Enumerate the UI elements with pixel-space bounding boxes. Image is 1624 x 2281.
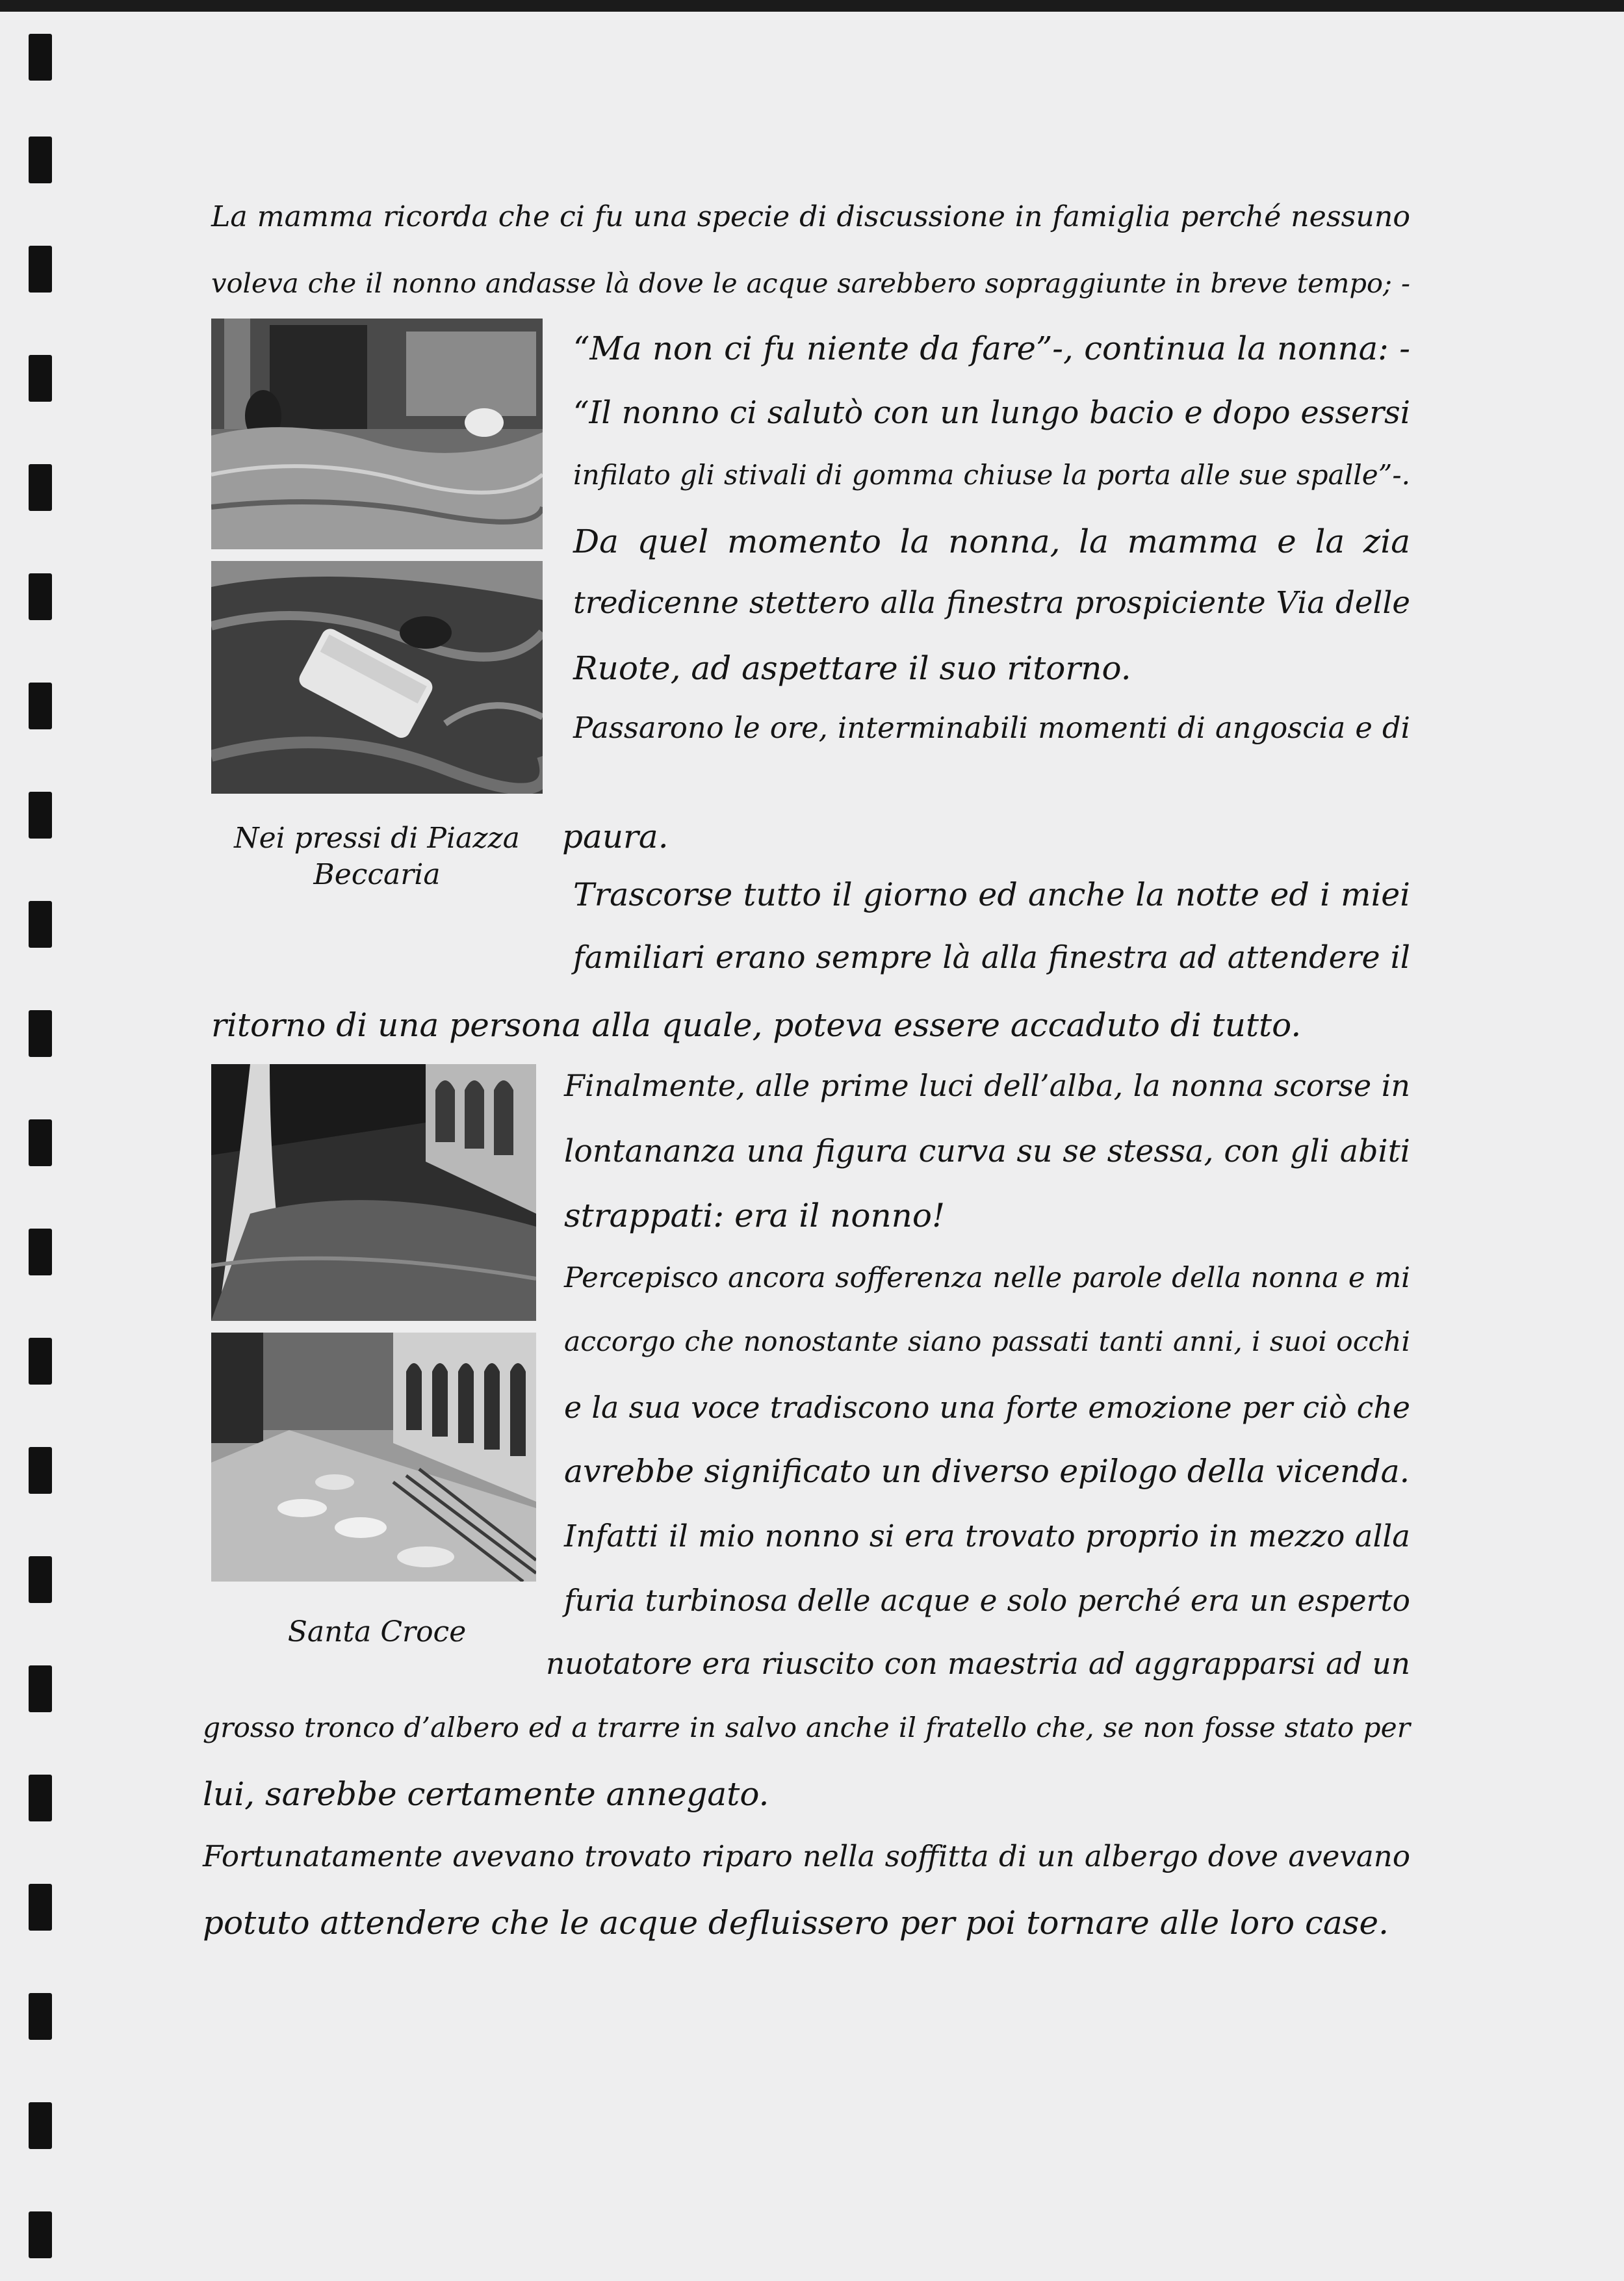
binding-hole [29, 1665, 52, 1712]
binding-hole [29, 901, 52, 948]
text-line: lui, sarebbe certamente annegato. [203, 1775, 769, 1813]
binding-hole [29, 2211, 52, 2258]
text-line: Percepisco ancora sofferenza nelle parole della nonna e mi [564, 1262, 1410, 1294]
text-line: accorgo che nonostante siano passati tanti anni, i suoi occhi [564, 1325, 1410, 1357]
flood-photo-submerged-car [211, 561, 543, 794]
text-line: Trascorse tutto il giorno ed anche la notte ed i miei [573, 876, 1410, 913]
binding-hole [29, 792, 52, 839]
binding-hole [29, 464, 52, 511]
binding-hole [29, 1010, 52, 1057]
text-line: La mamma ricorda che ci fu una specie di discussione in famiglia perché nessuno [211, 200, 1410, 233]
binding-hole [29, 1229, 52, 1275]
text-line: Infatti il mio nonno si era trovato proprio in mezzo alla [564, 1518, 1410, 1554]
binding-hole [29, 1775, 52, 1821]
binding-hole [29, 246, 52, 293]
text-line: familiari erano sempre là alla finestra ad attendere il [573, 940, 1410, 976]
binding-hole [29, 137, 52, 183]
text-line: Finalmente, alle prime luci dell’alba, la nonna scorse in [564, 1068, 1410, 1103]
caption-line: Nei pressi di Piazza [234, 822, 520, 855]
text-line: tredicenne stettero alla finestra prospiciente Via delle [573, 586, 1410, 621]
text-line: Ruote, ad aspettare il suo ritorno. [573, 649, 1131, 687]
text-line: lontananza una figura curva su se stessa, con gli abiti [564, 1134, 1410, 1169]
caption-line: Beccaria [313, 858, 441, 891]
binding-hole [29, 1338, 52, 1385]
text-line: Fortunatamente avevano trovato riparo nella soffitta di un albergo dove avevano [203, 1839, 1410, 1873]
caption-piazza-beccaria [214, 820, 539, 893]
text-line: infilato gli stivali di gomma chiuse la porta alle sue spalle”-. [573, 459, 1410, 491]
text-line: “Ma non ci fu niente da fare”-, continua la nonna: - [573, 330, 1410, 367]
binding-hole [29, 683, 52, 729]
text-line: avrebbe significato un diverso epilogo della vicenda. [564, 1453, 1410, 1490]
caption-santa-croce: Santa Croce [287, 1615, 467, 1649]
text-line: grosso tronco d’albero ed a trarre in salvo anche il fratello che, se non fosse stato per [203, 1712, 1410, 1743]
flood-photo-street-arcade [211, 1064, 536, 1321]
text-line: potuto attendere che le acque defluissero per poi tornare alle loro case. [203, 1904, 1389, 1942]
text-line: voleva che il nonno andasse là dove le acque sarebbero sopraggiunte in breve tempo; - [211, 267, 1410, 299]
text-line: ritorno di una persona alla quale, poteva essere accaduto di tutto. [211, 1006, 1302, 1044]
text-line: Passarono le ore, interminabili momenti di angoscia e di [573, 710, 1410, 745]
flood-photo-santa-croce [211, 1333, 536, 1582]
binding-hole [29, 1884, 52, 1931]
binding-hole [29, 34, 52, 81]
text-line: e la sua voce tradiscono una forte emozione per ciò che [564, 1390, 1410, 1425]
binding-hole [29, 355, 52, 402]
text-line: strappati: era il nonno! [564, 1197, 946, 1234]
binding-hole [29, 2102, 52, 2149]
page-top-edge [0, 0, 1624, 12]
text-line: nuotatore era riuscito con maestria ad aggrapparsi ad un [546, 1647, 1410, 1681]
binding-hole [29, 573, 52, 620]
text-line: “Il nonno ci salutò con un lungo bacio e dopo essersi [573, 395, 1410, 431]
flood-photo-doorway [211, 319, 543, 549]
binding-holes [0, 0, 71, 2281]
text-line: Da quel momento la nonna, la mamma e la zia [573, 523, 1410, 560]
binding-hole [29, 1993, 52, 2040]
binding-hole [29, 1447, 52, 1494]
text-line: furia turbinosa delle acque e solo perché era un esperto [564, 1584, 1410, 1618]
text-line: paura. [562, 818, 669, 855]
binding-hole [29, 1119, 52, 1166]
binding-hole [29, 1556, 52, 1603]
